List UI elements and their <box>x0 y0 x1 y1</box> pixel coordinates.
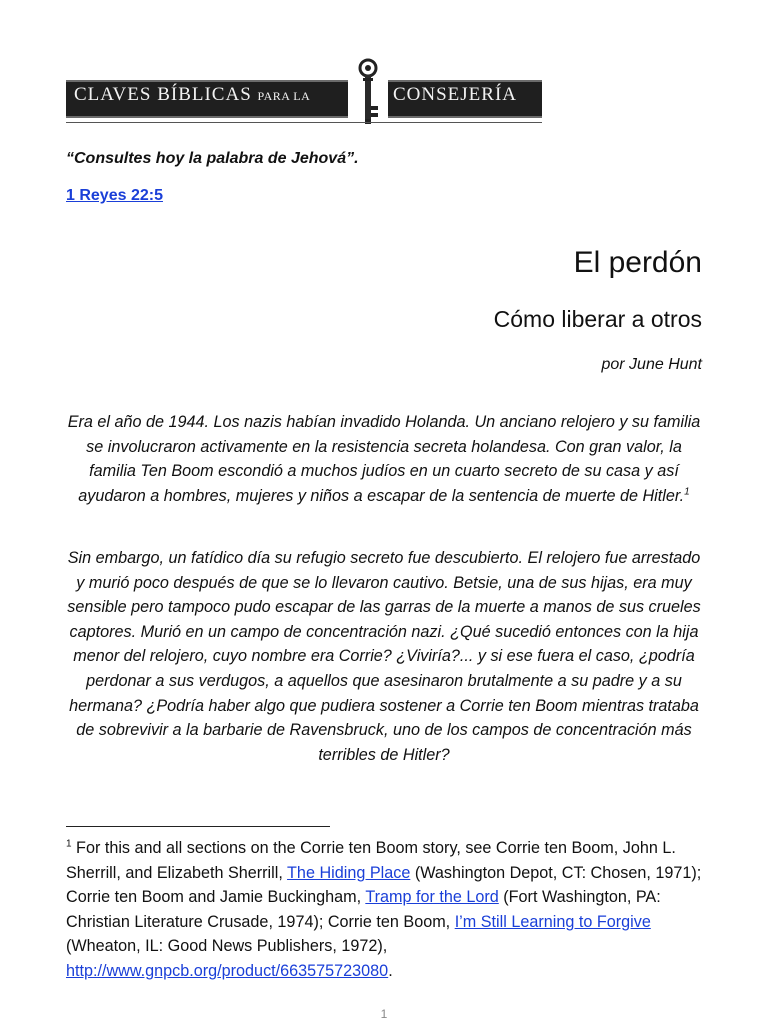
link-tramp-for-the-lord[interactable]: Tramp for the Lord <box>365 888 499 907</box>
link-gnpcb-product[interactable]: http://www.gnpcb.org/product/663575723080 <box>66 961 389 980</box>
document-title: El perdón <box>573 246 702 279</box>
page-number: 1 <box>380 1007 388 1021</box>
scripture-reference-link[interactable]: 1 Reyes 22:5 <box>66 187 163 204</box>
link-the-hiding-place[interactable]: The Hiding Place <box>287 863 411 882</box>
banner-underline <box>66 122 542 123</box>
key-icon <box>348 56 388 128</box>
header-banner <box>66 56 542 128</box>
author-byline: por June Hunt <box>601 356 702 373</box>
footnote-marker: 1 <box>66 838 72 850</box>
footnote: $^1$ For this and all sections on the Corrie ten Boom story, see Corrie ten Boom, John L. Sherrill, and Elizabeth Sherrill, The Hiding Place (Washington Depot, CT: Chosen, 1971); Corrie ten Boom and Jamie Buckingham, Tramp for the Lord (Fort Washington, PA: Christian Literature Crusade, 1974); Corrie ten Boom, I’m Still Learning to Forgive (Wheaton, IL: Good News Publishers, 1972), http://www.gnpcb.org/product/663575723080. <box>66 838 702 980</box>
footnote-separator <box>66 826 330 827</box>
banner-right-text: CONSEJERÍA <box>393 84 518 105</box>
footnote-reference[interactable]: 1 <box>684 486 690 498</box>
banner-left-text: CLAVES BÍBLICAS PARA LA <box>74 84 311 105</box>
document-subtitle: Cómo liberar a otros <box>493 306 702 332</box>
epigraph-quote: “Consultes hoy la palabra de Jehová”. <box>66 150 359 167</box>
paragraph-1: Era el año de 1944. Los nazis habían invadido Holanda. Un anciano relojero y su familia se involucraron activamente en la resistencia secreta holandesa. Con gran valor, la familia Ten Boom escondió a muchos judíos en un cuarto secreto de su casa y así ayudaron a hombres, mujeres y niños a escapar de la sentencia de muerte de Hitler.$^1$ <box>67 413 701 505</box>
link-still-learning-to-forgive[interactable]: I’m Still Learning to Forgive <box>454 912 651 931</box>
paragraph-2: Sin embargo, un fatídico día su refugio secreto fue descubierto. El relojero fue arrestado y murió poco después de que se lo llevaron cautivo. Betsie, una de sus hijas, era muy sensible pero tampoco pudo escapar de las garras de la muerte a manos de sus crueles captores. Murió en un campo de concentración nazi. ¿Qué sucedió entonces con la hija menor del relojero, cuyo nombre era Corrie? ¿Viviría?... y si ese fuera el caso, ¿podría perdonar a sus verdugos, a aquellos que asesinaron brutalmente a su padre y a su hermana? ¿Podría haber algo que pudiera sostener a Corrie ten Boom mientras trataba de sobrevivir a la barbarie de Ravensbruck, uno de los campos de concentración más terribles de Hitler? <box>67 549 701 764</box>
